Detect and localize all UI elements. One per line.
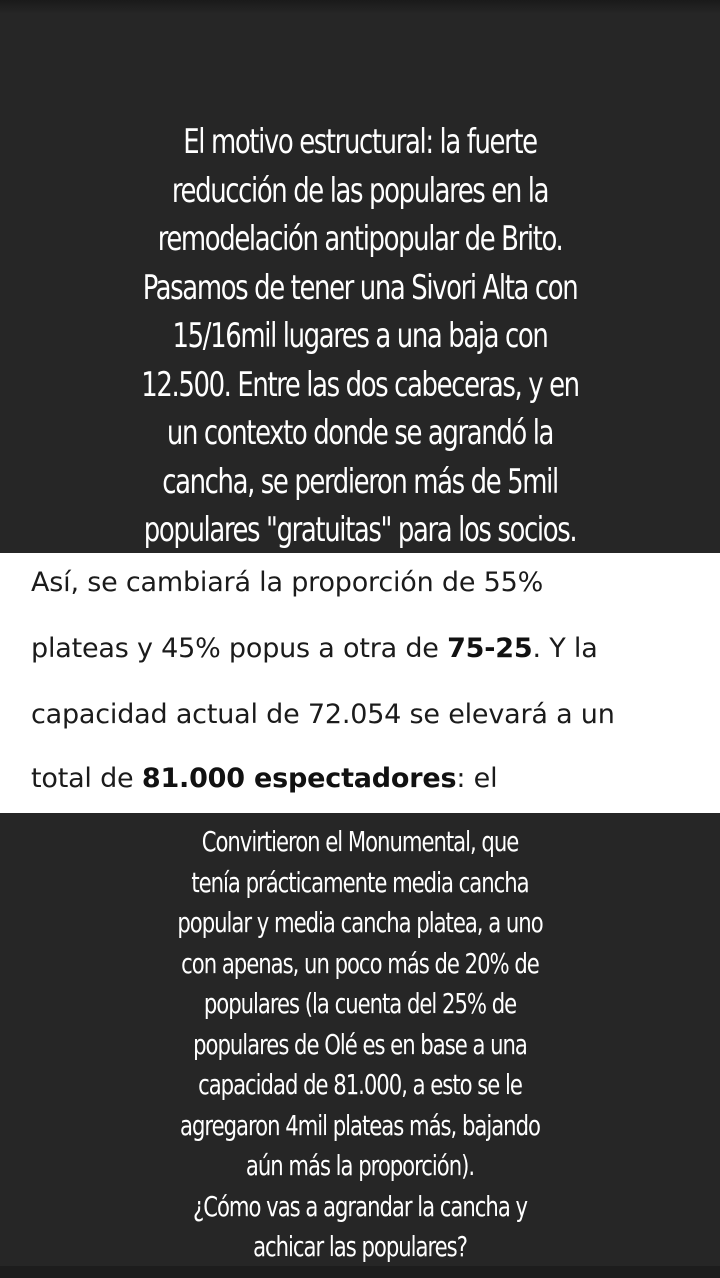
clipping-line <box>31 633 598 664</box>
caption-line: ¿Cómo vas a agrandar la cancha y <box>192 1189 528 1223</box>
caption-line: 12.500. Entre las dos cabeceras, y en <box>141 364 579 404</box>
clipping-text: plateas y 45% popus a otra de <box>31 633 448 664</box>
clipping-text: total de <box>31 763 142 794</box>
caption-line: un contexto donde se agrandó la <box>166 413 554 452</box>
clipping-text: . Y la <box>532 633 598 664</box>
caption-line: reducción de las populares en la <box>171 170 549 210</box>
caption-line: tenía prácticamente media cancha <box>191 865 529 899</box>
caption-line: agregaron 4mil plateas más, bajando <box>180 1108 540 1142</box>
caption-line: El motivo estructural: la fuerte <box>183 122 537 161</box>
top-edge-shadow <box>0 0 720 14</box>
caption-line: achicar las populares? <box>253 1230 467 1263</box>
caption-line: populares de Olé es en base a una <box>193 1027 527 1061</box>
caption-line: Pasamos de tener una Sivori Alta con <box>142 267 578 307</box>
clipping-line <box>31 567 543 598</box>
clipping-text: : el <box>456 763 498 794</box>
caption-line: populares (la cuenta del 25% de <box>203 987 517 1020</box>
clipping-bold-ratio: 75-25 <box>447 633 533 664</box>
caption-line: 15/16mil lugares a una baja con <box>172 316 548 355</box>
caption-line: popular y media cancha platea, a uno <box>177 906 543 939</box>
caption-line: Convirtieron el Monumental, que <box>201 825 519 858</box>
caption-line: populares "gratuitas" para los socios. <box>143 510 577 549</box>
caption-line: cancha, se perdieron más de 5mil <box>162 461 558 501</box>
clipping-line <box>31 699 615 730</box>
caption-line: remodelación antipopular de Brito. <box>157 219 563 258</box>
caption-line: con apenas, un poco más de 20% de <box>181 946 539 980</box>
caption-line: aún más la proporción). <box>245 1149 475 1182</box>
top-caption <box>50 118 669 555</box>
bottom-edge-bar <box>0 1266 720 1278</box>
news-clipping <box>0 553 720 813</box>
clipping-bold-capacity: 81.000 espectadores <box>141 763 457 794</box>
caption-line: capacidad de 81.000, a esto se le <box>198 1068 522 1101</box>
bottom-caption <box>58 822 663 1268</box>
clipping-line <box>31 763 497 794</box>
clipping-text: capacidad actual de 72.054 se elevará a un <box>31 699 615 730</box>
clipping-text: Así, se cambiará la proporción de 55% <box>31 567 544 598</box>
